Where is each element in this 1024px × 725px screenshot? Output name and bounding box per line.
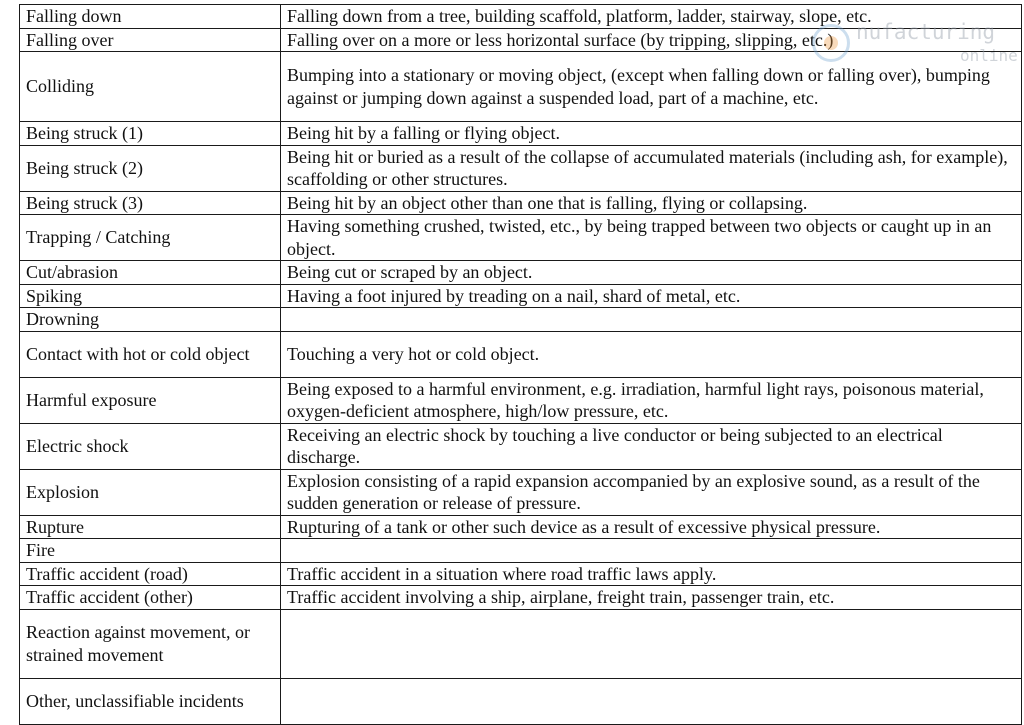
incident-type-cell: Contact with hot or cold object (20, 331, 281, 377)
incident-description-cell: Falling down from a tree, building scaffold, platform, ladder, stairway, slope, etc. (281, 5, 1022, 29)
incident-description-cell: Being cut or scraped by an object. (281, 261, 1022, 285)
table-row (20, 469, 1022, 515)
incident-description-cell: Being hit by a falling or flying object. (281, 122, 1022, 146)
table-row (20, 562, 1022, 586)
incident-type-cell: Cut/abrasion (20, 261, 281, 285)
watermark-word-1: nufacturing (856, 20, 996, 44)
incident-description-cell: Being exposed to a harmful environment, e.g. irradiation, harmful light rays, poisonous material, oxygen-deficient atmosphere, high/low pressure, etc. (281, 377, 1022, 423)
incident-description-cell: Rupturing of a tank or other such device as a result of excessive physical pressure. (281, 515, 1022, 539)
table-row (20, 308, 1022, 332)
incident-type-cell: Falling down (20, 5, 281, 29)
incident-description-cell: Traffic accident involving a ship, airplane, freight train, passenger train, etc. (281, 586, 1022, 610)
incident-description-cell (281, 609, 1022, 678)
table-row (20, 28, 1022, 52)
incident-type-cell: Trapping / Catching (20, 215, 281, 261)
incident-description-cell: Touching a very hot or cold object. (281, 331, 1022, 377)
table-row (20, 215, 1022, 261)
incident-type-cell: Reaction against movement, or strained movement (20, 609, 281, 678)
incident-type-cell: Being struck (3) (20, 191, 281, 215)
table-row (20, 145, 1022, 191)
watermark-word-2: online (960, 46, 1018, 65)
incident-description-cell: Being hit by an object other than one that is falling, flying or collapsing. (281, 191, 1022, 215)
table-row (20, 609, 1022, 678)
incident-type-table (19, 4, 1022, 725)
incident-description-cell (281, 678, 1022, 724)
incident-description-cell: Having something crushed, twisted, etc., by being trapped between two objects or caught up in an object. (281, 215, 1022, 261)
incident-description-cell: Being hit or buried as a result of the collapse of accumulated materials (including ash, for example), scaffolding or other structures. (281, 145, 1022, 191)
table-row (20, 5, 1022, 29)
table-row (20, 539, 1022, 563)
incident-type-cell: Being struck (1) (20, 122, 281, 146)
incident-description-cell: Receiving an electric shock by touching a live conductor or being subjected to an electrical discharge. (281, 423, 1022, 469)
incident-description-cell: Falling over on a more or less horizontal surface (by tripping, slipping, etc.) (281, 28, 1022, 52)
incident-type-cell: Other, unclassifiable incidents (20, 678, 281, 724)
incident-description-cell: Explosion consisting of a rapid expansion accompanied by an explosive sound, as a result of the sudden generation or release of pressure. (281, 469, 1022, 515)
table-row (20, 586, 1022, 610)
table-row (20, 191, 1022, 215)
incident-type-cell: Spiking (20, 284, 281, 308)
table-row (20, 423, 1022, 469)
incident-type-cell: Colliding (20, 52, 281, 122)
table-row (20, 122, 1022, 146)
table-row (20, 377, 1022, 423)
table-row (20, 52, 1022, 122)
table-row (20, 515, 1022, 539)
table-row (20, 678, 1022, 724)
incident-description-cell (281, 308, 1022, 332)
table-row (20, 331, 1022, 377)
incident-type-cell: Fire (20, 539, 281, 563)
incident-type-cell: Traffic accident (other) (20, 586, 281, 610)
table-row (20, 261, 1022, 285)
incident-type-cell: Being struck (2) (20, 145, 281, 191)
incident-type-cell: Harmful exposure (20, 377, 281, 423)
incident-description-cell: Having a foot injured by treading on a nail, shard of metal, etc. (281, 284, 1022, 308)
incident-description-cell (281, 539, 1022, 563)
incident-type-cell: Drowning (20, 308, 281, 332)
table-row (20, 284, 1022, 308)
incident-description-cell: Traffic accident in a situation where road traffic laws apply. (281, 562, 1022, 586)
incident-type-cell: Traffic accident (road) (20, 562, 281, 586)
incident-type-cell: Rupture (20, 515, 281, 539)
incident-type-cell: Falling over (20, 28, 281, 52)
incident-description-cell: Bumping into a stationary or moving object, (except when falling down or falling over), bumping against or jumping down against a suspended load, part of a machine, etc. (281, 52, 1022, 122)
incident-type-cell: Electric shock (20, 423, 281, 469)
incident-type-cell: Explosion (20, 469, 281, 515)
